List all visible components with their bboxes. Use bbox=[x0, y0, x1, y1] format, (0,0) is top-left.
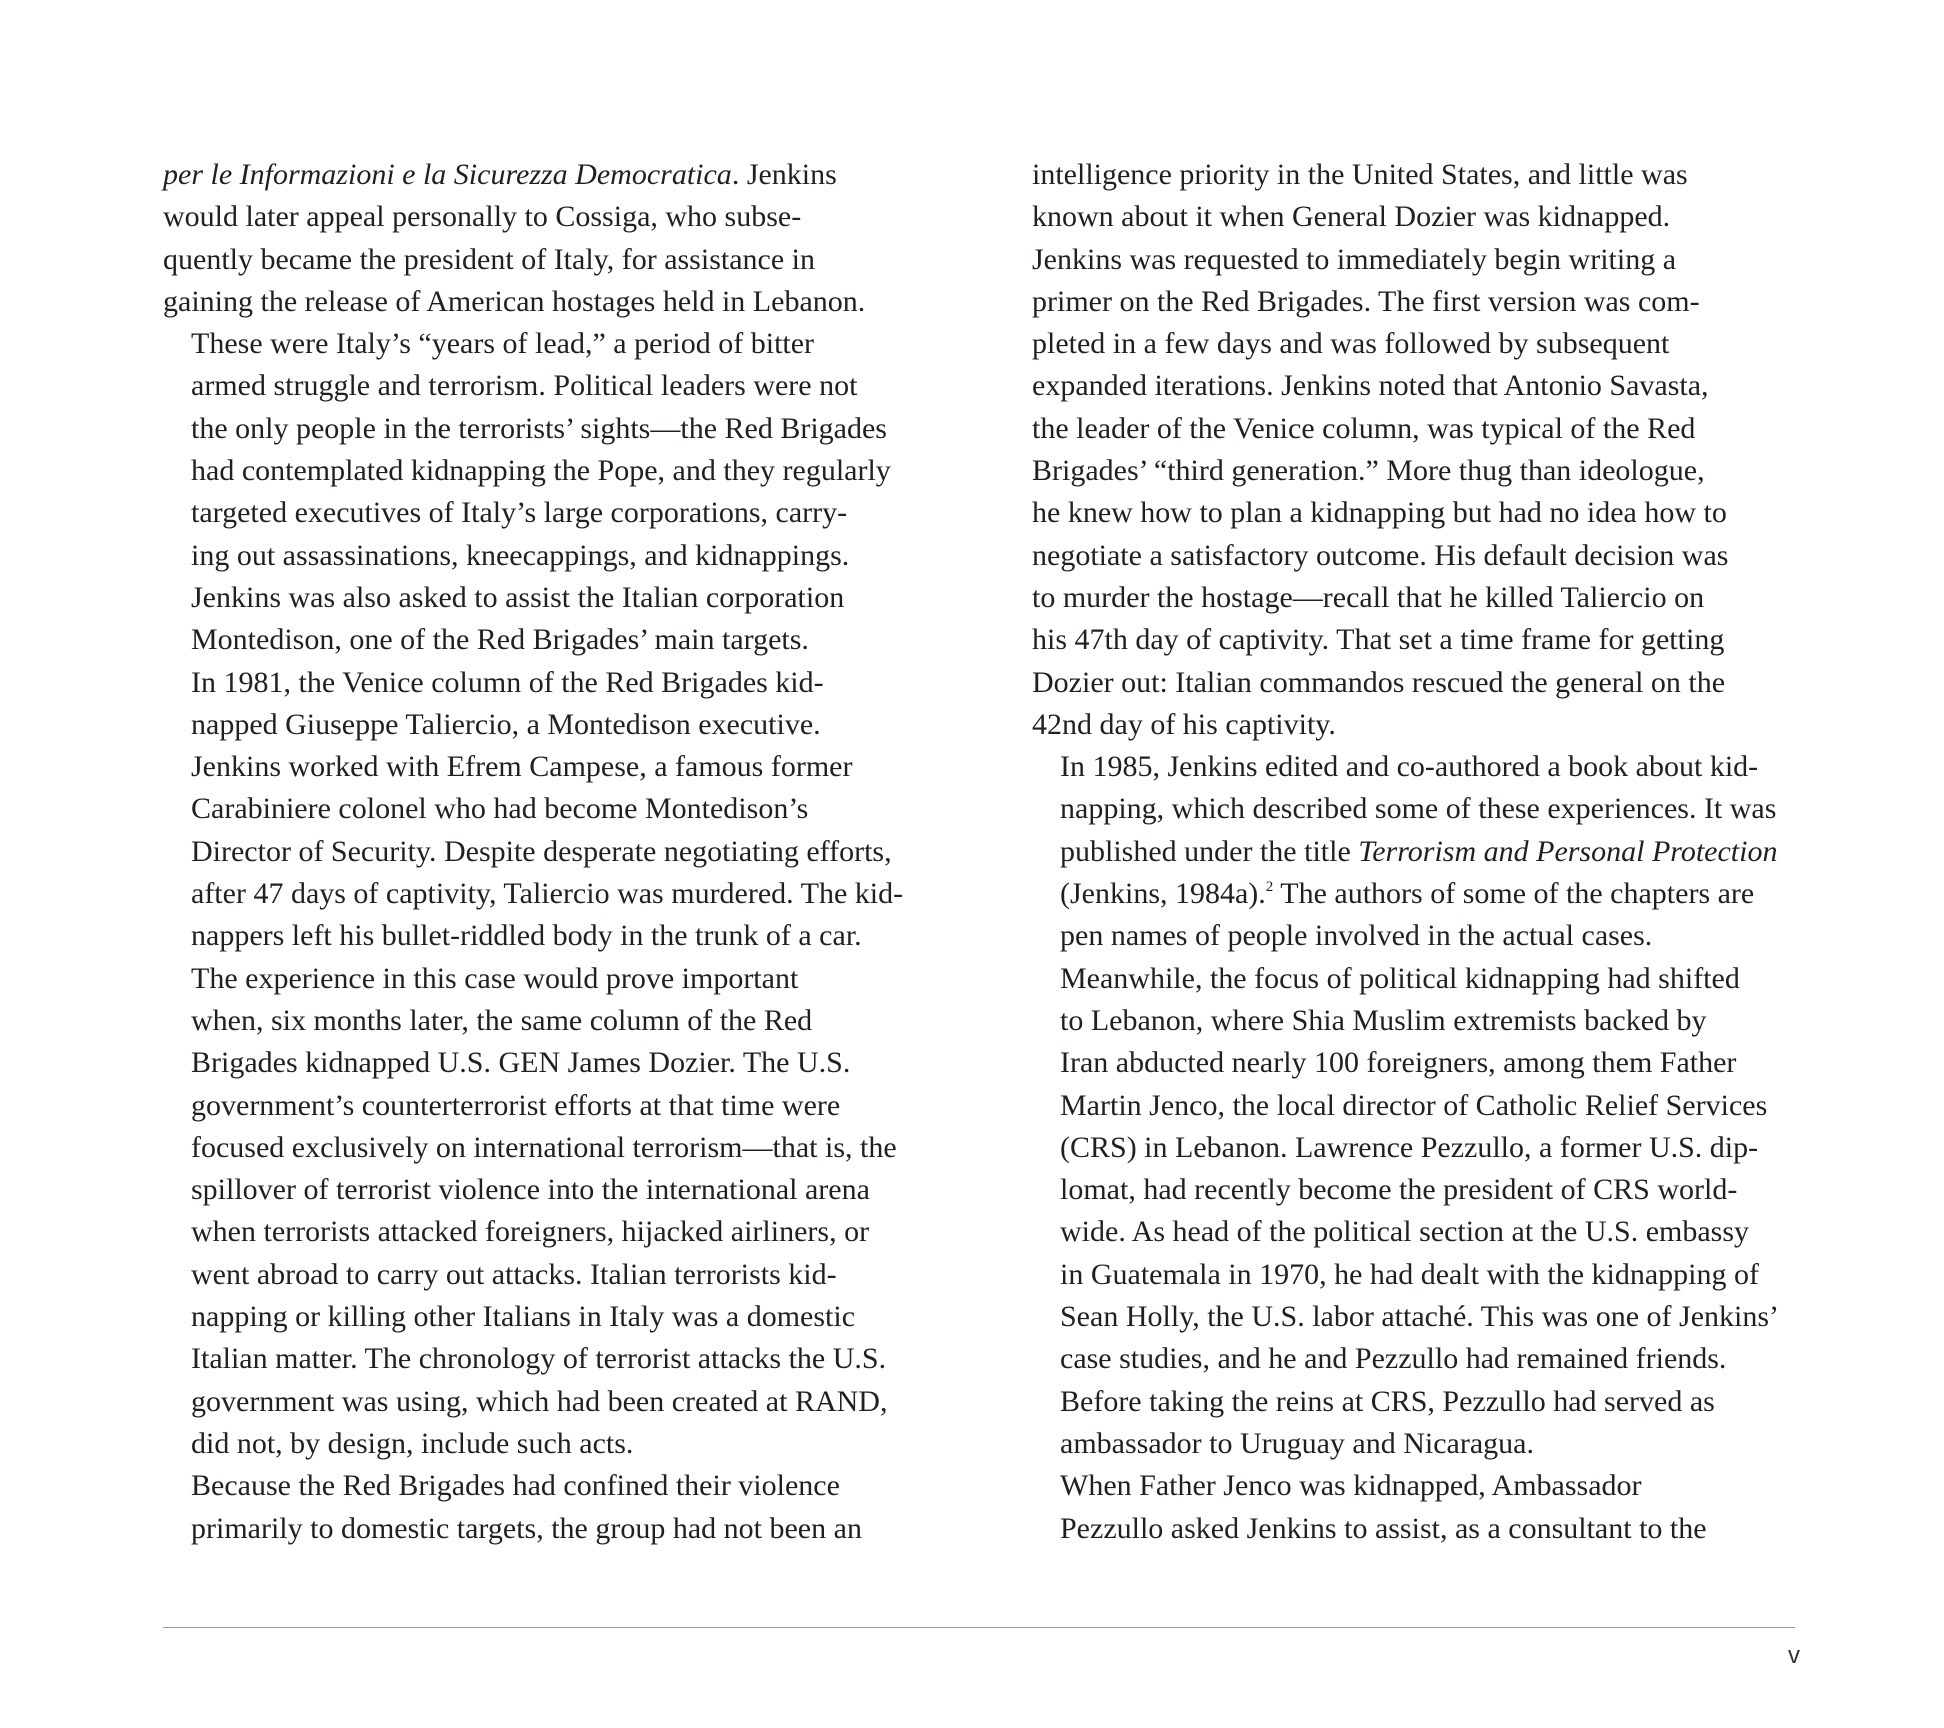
text-line: Dozier out: Italian commandos rescued the general on the bbox=[1032, 665, 1726, 699]
text-line: Jenkins worked with Efrem Campese, a famous former bbox=[191, 750, 853, 784]
text-line: Montedison, one of the Red Brigades’ main targets. bbox=[191, 623, 809, 657]
paragraph bbox=[163, 154, 935, 323]
text-line: went abroad to carry out attacks. Italian terrorists kid- bbox=[191, 1257, 837, 1291]
text-line: When Father Jenco was kidnapped, Ambassador bbox=[1060, 1469, 1642, 1503]
text-line: did not, by design, include such acts. bbox=[191, 1426, 634, 1460]
text-line: Iran abducted nearly 100 foreigners, among them Father bbox=[1060, 1046, 1737, 1080]
text-line: ambassador to Uruguay and Nicaragua. bbox=[1060, 1426, 1534, 1460]
text-line: focused exclusively on international terrorism—that is, the bbox=[191, 1130, 897, 1164]
text-line: In 1981, the Venice column of the Red Brigades kid- bbox=[191, 665, 824, 699]
text-line: to murder the hostage—recall that he killed Taliercio on bbox=[1032, 580, 1705, 614]
text-line: nappers left his bullet-riddled body in the trunk of a car. bbox=[191, 919, 862, 953]
paragraph bbox=[163, 662, 935, 958]
footer-divider bbox=[163, 1627, 1795, 1628]
text-line: primarily to domestic targets, the group had not been an bbox=[191, 1511, 862, 1545]
text-line: lomat, had recently become the president of CRS world- bbox=[1060, 1173, 1738, 1207]
text-line: government’s counterterrorist efforts at that time were bbox=[191, 1088, 841, 1122]
text-line: his 47th day of captivity. That set a time frame for getting bbox=[1032, 623, 1725, 657]
paragraph bbox=[163, 323, 935, 661]
text-line: pleted in a few days and was followed by subsequent bbox=[1032, 327, 1670, 361]
paragraph bbox=[1032, 1465, 1797, 1550]
text-line: Jenkins was requested to immediately begin writing a bbox=[1032, 242, 1677, 276]
paragraph bbox=[163, 1465, 935, 1550]
text-line: ing out assassinations, kneecappings, and kidnappings. bbox=[191, 538, 850, 572]
text-line: the only people in the terrorists’ sights—the Red Brigades bbox=[191, 411, 887, 445]
text-line: after 47 days of captivity, Taliercio was murdered. The kid- bbox=[191, 877, 904, 911]
text-line: per le Informazioni e la Sicurezza Democratica. Jenkins bbox=[163, 158, 837, 191]
footnote-marker[interactable]: 2 bbox=[1265, 879, 1274, 896]
text-line: These were Italy’s “years of lead,” a period of bitter bbox=[191, 327, 815, 361]
italic-book-title: Terrorism and Personal Protection bbox=[1358, 834, 1778, 868]
paragraph bbox=[163, 958, 935, 1466]
text-line: quently became the president of Italy, for assistance in bbox=[163, 242, 815, 276]
text-line: published under the title Terrorism and Personal Protection bbox=[1060, 834, 1778, 868]
page-number: v bbox=[1788, 1642, 1800, 1669]
paragraph bbox=[1032, 958, 1797, 1466]
text-line: the leader of the Venice column, was typical of the Red bbox=[1032, 411, 1696, 445]
text-line: Because the Red Brigades had confined their violence bbox=[191, 1469, 840, 1503]
text-line: intelligence priority in the United States, and little was bbox=[1032, 158, 1688, 191]
text-line: targeted executives of Italy’s large corporations, carry- bbox=[191, 496, 848, 530]
text-line: government was using, which had been created at RAND, bbox=[191, 1384, 888, 1418]
text-line: would later appeal personally to Cossiga, who subse- bbox=[163, 200, 802, 234]
paragraph bbox=[1032, 746, 1797, 957]
text-line: had contemplated kidnapping the Pope, and they regularly bbox=[191, 454, 891, 488]
text-line: Jenkins was also asked to assist the Italian corporation bbox=[191, 580, 845, 614]
text-line: pen names of people involved in the actual cases. bbox=[1060, 919, 1653, 953]
text-line: Before taking the reins at CRS, Pezzullo had served as bbox=[1060, 1384, 1715, 1418]
text-line: expanded iterations. Jenkins noted that Antonio Savasta, bbox=[1032, 369, 1709, 403]
text-line: to Lebanon, where Shia Muslim extremists backed by bbox=[1060, 1003, 1707, 1037]
text-line: negotiate a satisfactory outcome. His default decision was bbox=[1032, 538, 1729, 572]
text-line: when, six months later, the same column of the Red bbox=[191, 1003, 813, 1037]
right-column bbox=[1032, 154, 1797, 1550]
paragraph bbox=[1032, 154, 1797, 746]
text-line: spillover of terrorist violence into the international arena bbox=[191, 1173, 870, 1207]
text-line: known about it when General Dozier was kidnapped. bbox=[1032, 200, 1671, 234]
text-line: Martin Jenco, the local director of Catholic Relief Services bbox=[1060, 1088, 1768, 1122]
text-line: napping or killing other Italians in Italy was a domestic bbox=[191, 1300, 856, 1334]
text-line: In 1985, Jenkins edited and co-authored a book about kid- bbox=[1060, 750, 1759, 784]
left-column bbox=[163, 154, 935, 1550]
text-line: in Guatemala in 1970, he had dealt with the kidnapping of bbox=[1060, 1257, 1759, 1291]
text-line: napping, which described some of these experiences. It was bbox=[1060, 792, 1777, 826]
text-line: Carabiniere colonel who had become Montedison’s bbox=[191, 792, 809, 826]
text-line: gaining the release of American hostages held in Lebanon. bbox=[163, 284, 866, 318]
text-line: napped Giuseppe Taliercio, a Montedison executive. bbox=[191, 707, 821, 741]
text-line: primer on the Red Brigades. The first version was com- bbox=[1032, 284, 1700, 318]
text-line: case studies, and he and Pezzullo had remained friends. bbox=[1060, 1342, 1727, 1376]
text-line: (CRS) in Lebanon. Lawrence Pezzullo, a former U.S. dip- bbox=[1060, 1130, 1759, 1164]
text-line: Brigades kidnapped U.S. GEN James Dozier. The U.S. bbox=[191, 1046, 851, 1080]
text-line: Sean Holly, the U.S. labor attaché. This was one of Jenkins’ bbox=[1060, 1300, 1780, 1334]
text-line: Director of Security. Despite desperate negotiating efforts, bbox=[191, 834, 892, 868]
text-line: wide. As head of the political section at the U.S. embassy bbox=[1060, 1215, 1750, 1249]
text-line: when terrorists attacked foreigners, hijacked airliners, or bbox=[191, 1215, 870, 1249]
text-line: Pezzullo asked Jenkins to assist, as a consultant to the bbox=[1060, 1511, 1707, 1545]
text-line: Brigades’ “third generation.” More thug than ideologue, bbox=[1032, 454, 1705, 488]
text-line: Meanwhile, the focus of political kidnapping had shifted bbox=[1060, 961, 1740, 995]
italic-title: per le Informazioni e la Sicurezza Democratica bbox=[163, 158, 732, 191]
text-line: 42nd day of his captivity. bbox=[1032, 707, 1336, 741]
text-line: armed struggle and terrorism. Political leaders were not bbox=[191, 369, 858, 403]
text-line: Italian matter. The chronology of terrorist attacks the U.S. bbox=[191, 1342, 887, 1376]
text-line: The experience in this case would prove important bbox=[191, 961, 799, 995]
text-line: (Jenkins, 1984a).$^2$ The authors of some of the chapters are bbox=[1060, 877, 1755, 911]
text-line: he knew how to plan a kidnapping but had no idea how to bbox=[1032, 496, 1727, 530]
